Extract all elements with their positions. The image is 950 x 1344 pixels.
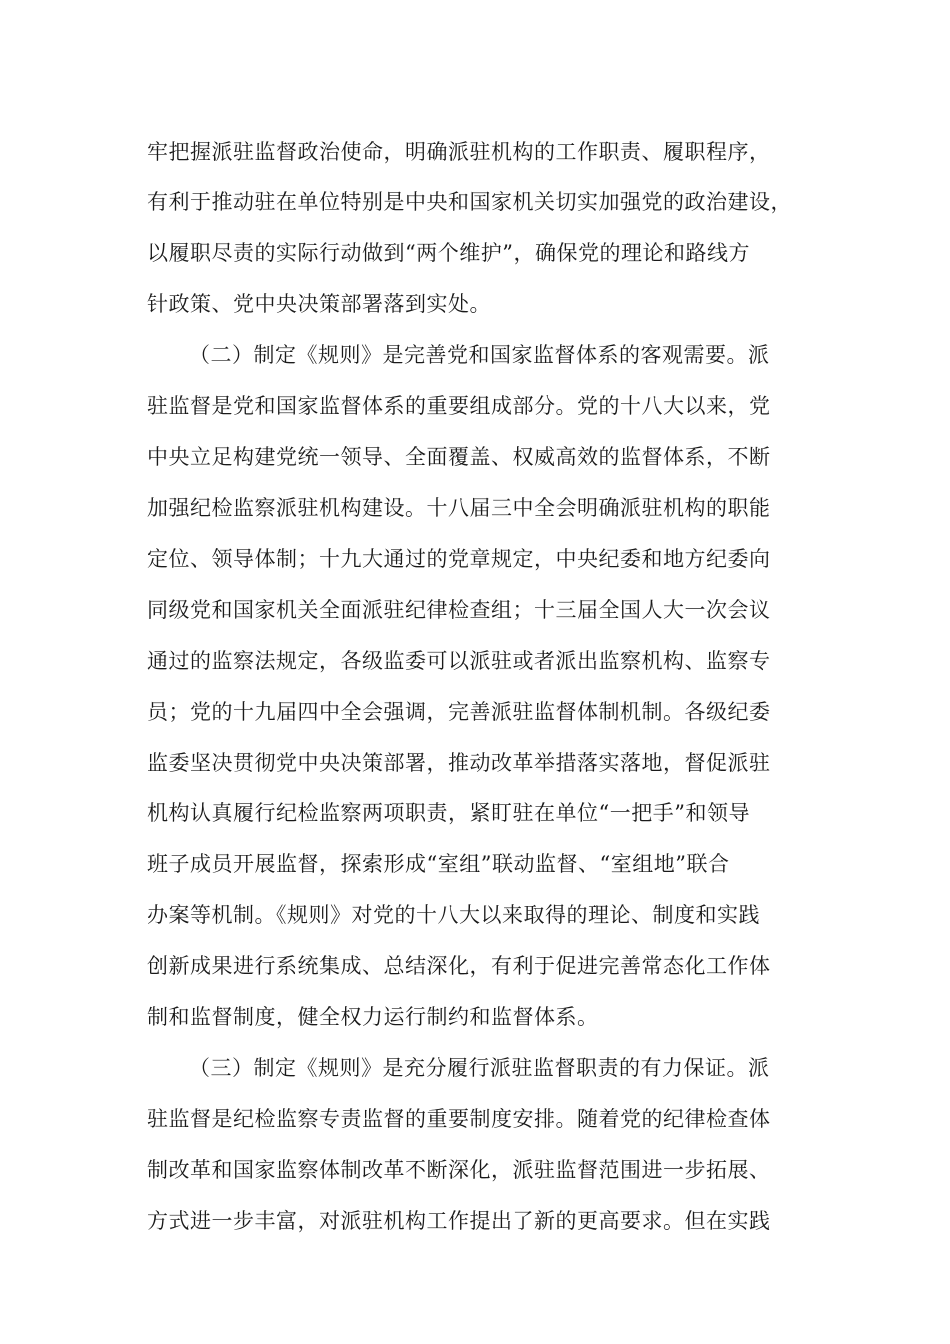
text-line: 机构认真履行纪检监察两项职责，紧盯驻在单位“一把手”和领导 — [147, 801, 750, 825]
paragraph-heading-line: （三）制定《规则》是充分履行派驻监督职责的有力保证。派 — [189, 1056, 770, 1080]
text-line: 中央立足构建党统一领导、全面覆盖、权威高效的监督体系，不断 — [147, 445, 771, 469]
text-line: 驻监督是纪检监察专责监督的重要制度安排。随着党的纪律检查体 — [147, 1107, 771, 1131]
text-line: 定位、领导体制；十九大通过的党章规定，中央纪委和地方纪委向 — [147, 547, 771, 571]
text-line: 员；党的十九届四中全会强调，完善派驻监督体制机制。各级纪委 — [147, 700, 771, 724]
text-line: 以履职尽责的实际行动做到“两个维护”，确保党的理论和路线方 — [147, 241, 750, 265]
text-line: 同级党和国家机关全面派驻纪律检查组；十三届全国人大一次会议 — [147, 598, 771, 622]
text-line: 制改革和国家监察体制改革不断深化，派驻监督范围进一步拓展、 — [147, 1158, 771, 1182]
text-line: 牢把握派驻监督政治使命，明确派驻机构的工作职责、履职程序， — [147, 140, 771, 164]
text-line: 有利于推动驻在单位特别是中央和国家机关切实加强党的政治建设， — [147, 190, 792, 214]
text-line: 制和监督制度，健全权力运行制约和监督体系。 — [147, 1005, 599, 1029]
text-line: 监委坚决贯彻党中央决策部署，推动改革举措落实落地，督促派驻 — [147, 751, 771, 775]
text-line: 方式进一步丰富，对派驻机构工作提出了新的更高要求。但在实践 — [147, 1209, 771, 1233]
text-line: 驻监督是党和国家监督体系的重要组成部分。党的十八大以来，党 — [147, 394, 771, 418]
paragraph-heading-line: （二）制定《规则》是完善党和国家监督体系的客观需要。派 — [189, 343, 770, 367]
text-line: 班子成员开展监督，探索形成“室组”联动监督、“室组地”联合 — [147, 852, 730, 876]
text-line: 通过的监察法规定，各级监委可以派驻或者派出监察机构、监察专 — [147, 649, 771, 673]
text-line: 加强纪检监察派驻机构建设。十八届三中全会明确派驻机构的职能 — [147, 496, 771, 520]
text-line: 办案等机制。《规则》对党的十八大以来取得的理论、制度和实践 — [147, 903, 760, 927]
text-line: 创新成果进行系统集成、总结深化，有利于促进完善常态化工作体 — [147, 954, 771, 978]
text-line: 针政策、党中央决策部署落到实处。 — [147, 292, 491, 316]
